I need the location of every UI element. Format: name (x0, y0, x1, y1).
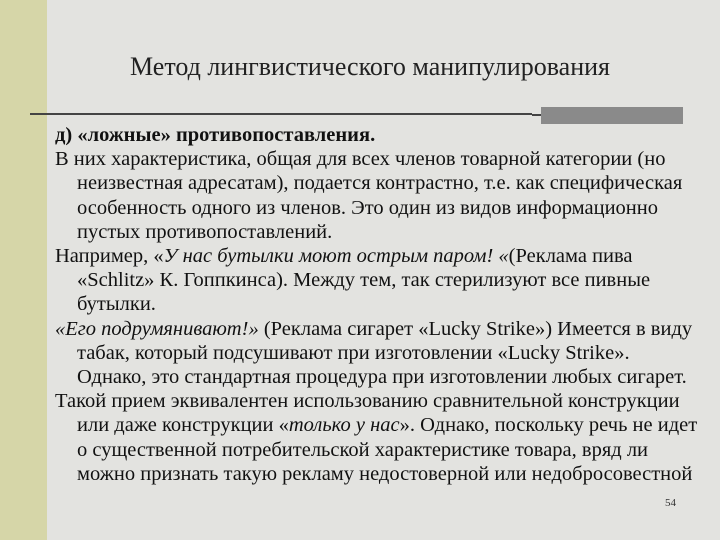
paragraph-definition (55, 147, 701, 244)
section-heading: д) «ложные» противопоставления. (55, 124, 376, 146)
left-accent-bar (0, 0, 47, 540)
paragraph-text: Например, « (55, 245, 164, 268)
paragraph-text: ». Однако, поскольку речь не идет о существенной потребительской характеристике товара, вряд ли можно признать такую рекламу недостоверной или недобросовестной (77, 414, 698, 485)
paragraph-text: (Реклама сигарет «Lucky Strike») Имеется в виду табак, который подсушивают при изготовлении «Lucky Strike». Однако, это стандартная процедура при изготовлении любых сигарет. (77, 317, 693, 389)
paragraph-beer-example (55, 244, 701, 317)
slide-body (55, 123, 701, 486)
title-underline (30, 113, 532, 115)
page-number: 54 (665, 497, 676, 509)
slide-title: Метод лингвистического манипулирования (130, 52, 610, 81)
emphasis-text: только у нас (288, 414, 400, 437)
ad-quote: У нас бутылки моют острым паром! « (163, 245, 509, 268)
paragraph-text: В них характеристика, общая для всех членов товарной категории (но неизвестная адресатам), подается контрастно, т.е. как специфическая особенность одного из членов. Это один из видов информационно пустых противопоставлений. (55, 148, 683, 243)
paragraph-text: (Реклама пива «Schlitz» К. Гоппкинса). Между тем, так стерилизуют все пивные бутылки. (77, 245, 651, 316)
ad-quote: «Его подрумянивают!» (55, 317, 259, 340)
paragraph-conclusion (55, 389, 701, 486)
paragraph-cigarette-example (55, 317, 701, 390)
paragraph-text: Такой прием эквивалентен использованию сравнительной конструкции или даже конструкции « (55, 390, 680, 437)
title-accent-block (541, 107, 683, 124)
